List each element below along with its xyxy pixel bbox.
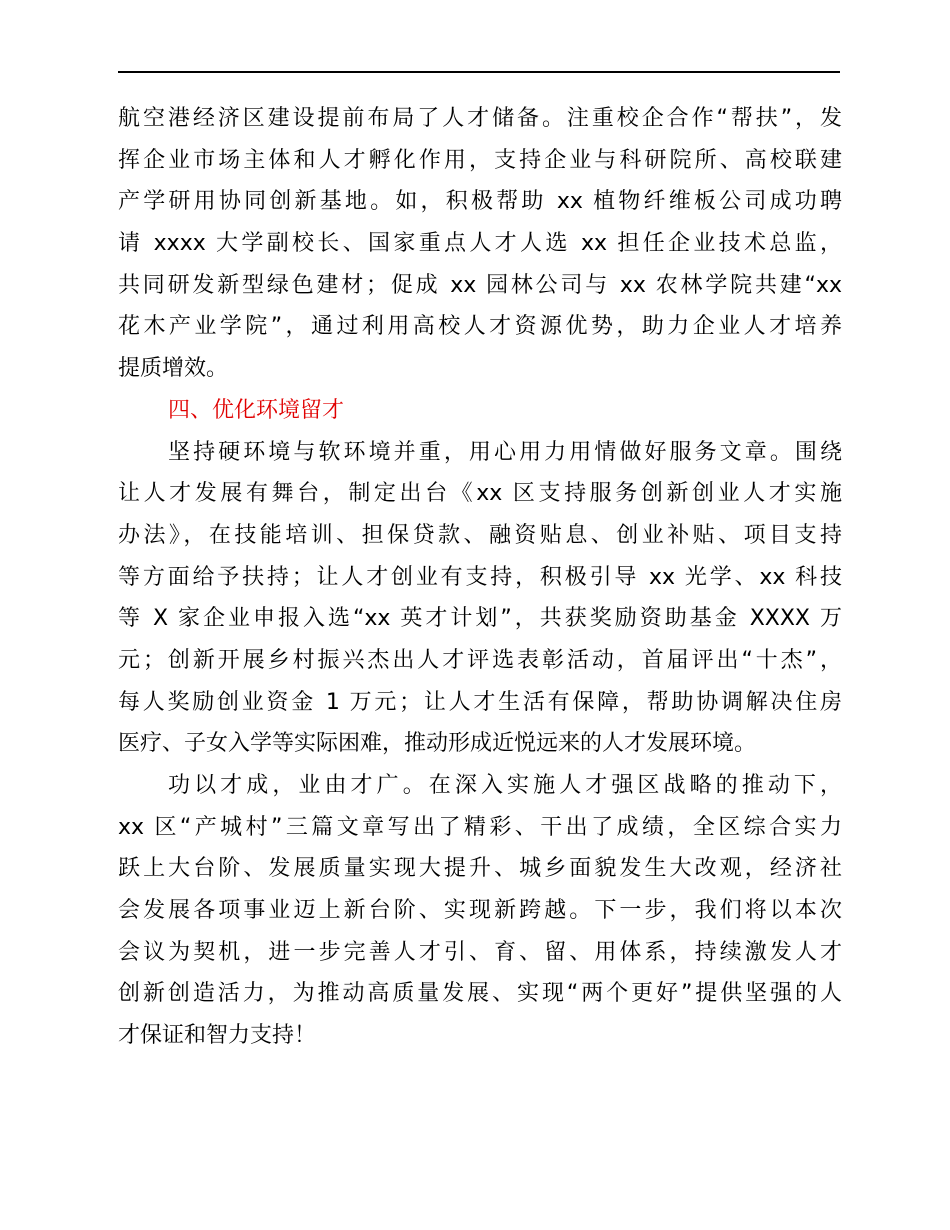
text-line: 跃上大台阶、发展质量实现大提升、城乡面貌发生大改观，经济社 [118,856,842,882]
text-line: 办法》，在技能培训、担保贷款、融资贴息、创业补贴、项目支持 [118,522,842,548]
text-line: 让人才发展有舞台，制定出台《xx 区支持服务创新创业人才实施 [118,481,842,507]
text-line: 医疗、子女入学等实际困难，推动形成近悦远来的人才发展环境。 [118,731,757,757]
text-line: 才保证和智力支持！ [118,1023,317,1049]
text-line: 每人奖励创业资金 1 万元；让人才生活有保障，帮助协调解决住房 [118,689,842,715]
text-line: 等方面给予扶持；让人才创业有支持，积极引导 xx 光学、xx 科技 [118,564,842,590]
section-heading: 四、优化环境留才 [168,397,345,423]
text-line: 功以才成，业由才广。在深入实施人才强区战略的推动下， [168,773,842,798]
document-body [118,98,842,1057]
text-line: 创新创造活力，为推动高质量发展、实现“两个更好”提供坚强的人 [118,981,842,1007]
text-line: 元；创新开展乡村振兴杰出人才评选表彰活动，首届评出“十杰”， [118,647,842,673]
text-line: 共同研发新型绿色建材；促成 xx 园林公司与 xx 农林学院共建“xx [118,272,842,298]
text-line: 请 xxxx 大学副校长、国家重点人才人选 xx 担任企业技术总监， [118,231,842,257]
text-line: 航空港经济区建设提前布局了人才储备。注重校企合作“帮扶”，发 [118,106,842,131]
header-rule [118,71,840,73]
text-line: 等 X 家企业申报入选“xx 英才计划”，共获奖励资助基金 XXXX 万 [118,606,842,632]
text-line: 坚持硬环境与软环境并重，用心用力用情做好服务文章。围绕 [168,439,842,465]
text-line: 花木产业学院”，通过利用高校人才资源优势，助力企业人才培养 [118,314,842,340]
text-line: xx 区“产城村”三篇文章写出了精彩、干出了成绩，全区综合实力 [118,814,842,840]
text-line: 会议为契机，进一步完善人才引、育、留、用体系，持续激发人才 [118,939,842,965]
text-line: 提质增效。 [118,356,229,382]
text-line: 挥企业市场主体和人才孵化作用，支持企业与科研院所、高校联建 [118,147,842,173]
text-line: 产学研用协同创新基地。如，积极帮助 xx 植物纤维板公司成功聘 [118,189,842,215]
text-line: 会发展各项事业迈上新台阶、实现新跨越。下一步，我们将以本次 [118,898,842,924]
